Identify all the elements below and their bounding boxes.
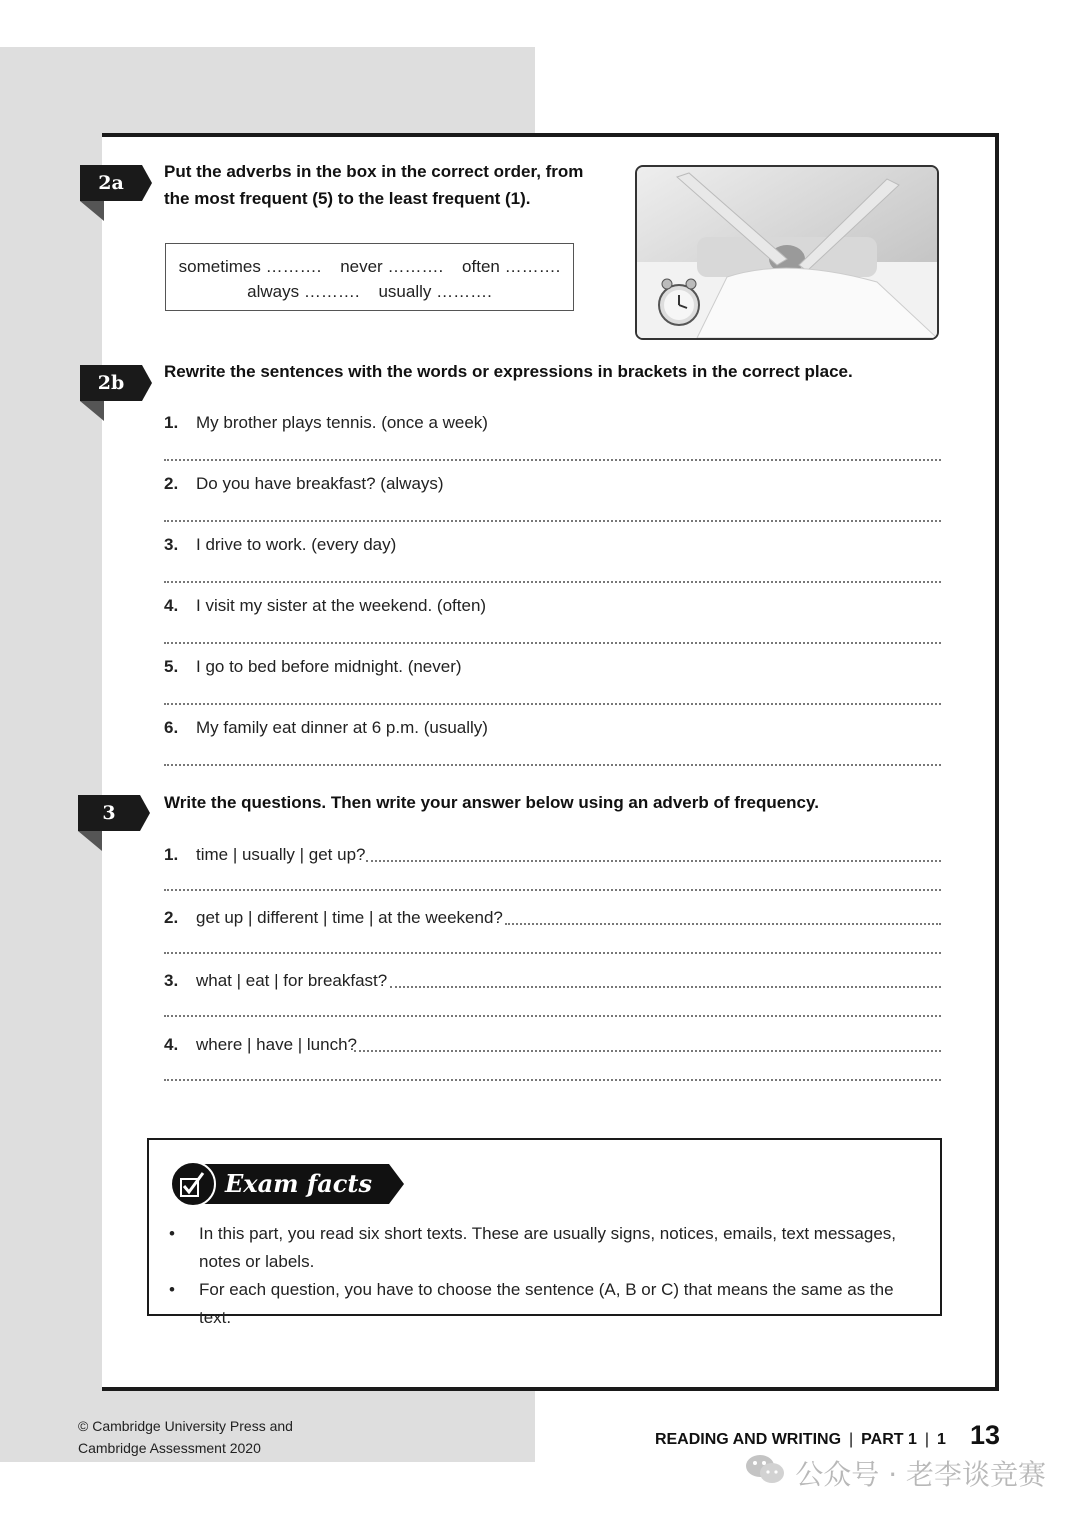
watermark-text: 公众号 · 老李谈竞赛 (795, 1457, 1046, 1491)
exercise-3-instruction: Write the questions. Then write your answer below using an adverb of frequency. (164, 793, 819, 812)
answer-line[interactable] (164, 889, 941, 891)
woman-waking-up-photo (635, 165, 939, 340)
exercise-number: 2a (98, 172, 124, 194)
question-line[interactable] (366, 860, 941, 862)
exercise-tag-2b (80, 365, 152, 417)
exercise-number: 3 (102, 802, 116, 824)
exercise-2a-instruction: Put the adverbs in the box in the correct order, from the most frequent (5) to the least frequent (1). (164, 162, 584, 208)
checkbox-icon (177, 1170, 207, 1200)
list-item: • In this part, you read six short texts. These are usually signs, notices, emails, text messages, notes or labels. (165, 1220, 925, 1276)
word-box-line: sometimes ………. never ………. often ………. (178, 257, 561, 276)
list-item: 1. time | usually | get up? (164, 845, 366, 864)
list-item: 4. where | have | lunch? (164, 1035, 357, 1054)
question-line[interactable] (505, 923, 941, 925)
adverb-word-box (165, 243, 574, 311)
list-item: 3. I drive to work. (every day) (164, 535, 397, 554)
list-item: 6. My family eat dinner at 6 p.m. (usually) (164, 718, 488, 737)
separator: | (849, 1431, 854, 1448)
question-line[interactable] (390, 986, 941, 988)
list-item: 1. My brother plays tennis. (once a week) (164, 413, 488, 432)
exam-facts-box (147, 1138, 942, 1327)
wechat-icon (745, 1452, 785, 1493)
page-footer (655, 1420, 1000, 1451)
answer-line[interactable] (164, 581, 941, 583)
exam-facts-title: Exam facts (225, 1169, 372, 1198)
list-item: 5. I go to bed before midnight. (never) (164, 657, 462, 676)
watermark (745, 1452, 1046, 1493)
list-item: 3. what | eat | for breakfast? (164, 971, 388, 990)
section-label: READING AND WRITING (654, 1431, 842, 1448)
answer-line[interactable] (164, 642, 941, 644)
answer-line[interactable] (164, 1015, 941, 1017)
page-number: 13 (969, 1420, 1000, 1450)
answer-line[interactable] (164, 764, 941, 766)
list-item: 2. get up | different | time | at the weekend? (164, 908, 503, 927)
sub-label: 1 (937, 1431, 946, 1448)
answer-line[interactable] (164, 1079, 941, 1081)
answer-line[interactable] (164, 459, 941, 461)
word-box-line: always ………. usually ………. (247, 282, 492, 301)
exercise-tag-3 (78, 795, 150, 847)
part-label: PART 1 (861, 1431, 917, 1448)
answer-line[interactable] (164, 703, 941, 705)
list-item: • For each question, you have to choose the sentence (A, B or C) that means the same as the text. (165, 1276, 925, 1332)
exercise-2b-instruction: Rewrite the sentences with the words or expressions in brackets in the correct place. (164, 362, 853, 381)
answer-line[interactable] (164, 952, 941, 954)
exam-facts-list (165, 1220, 925, 1332)
question-line[interactable] (354, 1050, 941, 1052)
exercise-tag-2a (80, 165, 152, 217)
answer-line[interactable] (164, 520, 941, 522)
exercise-number: 2b (97, 372, 125, 394)
list-item: 4. I visit my sister at the weekend. (often) (164, 596, 487, 615)
separator: | (924, 1431, 930, 1448)
list-item: 2. Do you have breakfast? (always) (164, 474, 444, 493)
copyright-notice: © Cambridge University Press and Cambridge Assessment 2020 (78, 1418, 293, 1456)
